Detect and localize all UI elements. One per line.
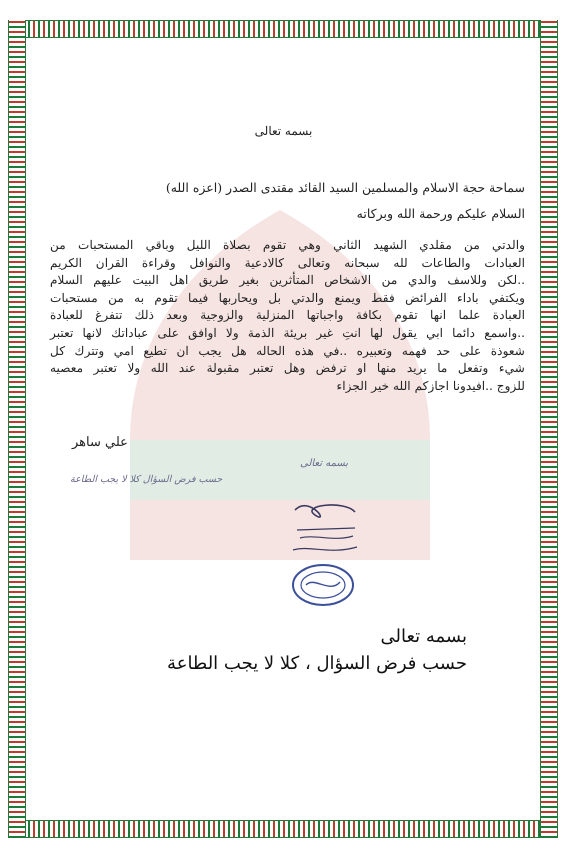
letter-body bbox=[50, 237, 525, 395]
letter-body-line: ويكتفي باداء الفرائض فقط ويمنع والدتي بل ويحاربها فيما تقوم به من مستحبات bbox=[50, 290, 525, 305]
letter-body-line: العبادات والطاعات لله سبحانه وتعالى كالادعية والنوافل وقراءة القران الكريم bbox=[50, 255, 525, 270]
letter-bismillah: بسمه تعالى bbox=[254, 124, 313, 138]
border-left bbox=[8, 20, 26, 838]
letter-greeting: السلام عليكم ورحمة الله وبركاته bbox=[356, 206, 525, 221]
sender-name: علي ساهر bbox=[72, 435, 128, 450]
border-right bbox=[540, 20, 558, 838]
answer-heading: بسمه تعالى bbox=[380, 626, 467, 647]
letter-body-line: للزوج ..افيدونا اجازكم الله خير الجزاء bbox=[336, 378, 525, 393]
letter-body-line: ..واسمع دائما ابي يقول لها انتِ غير بريئة الذمة ولا اوافق على عباداتك لانها تعتبر bbox=[50, 325, 525, 340]
seal-stamp-icon bbox=[290, 562, 356, 608]
border-top bbox=[8, 20, 558, 38]
decorative-border bbox=[8, 20, 558, 838]
letter-body-line: شعوذة على حد فهمه وتعبيره ..في هذه الحاله هل يجب ان تطيع امي وتترك كل bbox=[50, 343, 525, 358]
letter-body-line: والدتي من مقلدي الشهيد الثاني وهي تقوم بصلاة الليل وباقي المستحبات من bbox=[50, 238, 525, 252]
signature-icon bbox=[285, 490, 365, 560]
handwritten-answer: حسب فرض السؤال كلا لا يجب الطاعة bbox=[70, 474, 223, 485]
answer-text: حسب فرض السؤال ، كلا لا يجب الطاعة bbox=[167, 653, 467, 674]
letter-body-line: العبادة علما انها تقوم بكافة واجباتها المنزلية والزوجية وبعد ذلك تتفرغ للعبادة bbox=[50, 308, 525, 323]
letter-body-line: شيء وتفعل ما يريد منها او ترفض وهل تعتبر مقبولة عند الله ولا تعتبر معصيه bbox=[50, 361, 525, 376]
handwritten-heading: بسمه تعالى bbox=[300, 458, 349, 469]
border-bottom bbox=[8, 820, 558, 838]
letter-address: سماحة حجة الاسلام والمسلمين السيد القائد مقتدى الصدر (اعزه الله) bbox=[165, 180, 525, 195]
letter-body-line: ..لكن وللاسف والدي من الاشخاص المتأثرين بغير طريق اهل البيت عليهم السلام bbox=[50, 273, 525, 288]
